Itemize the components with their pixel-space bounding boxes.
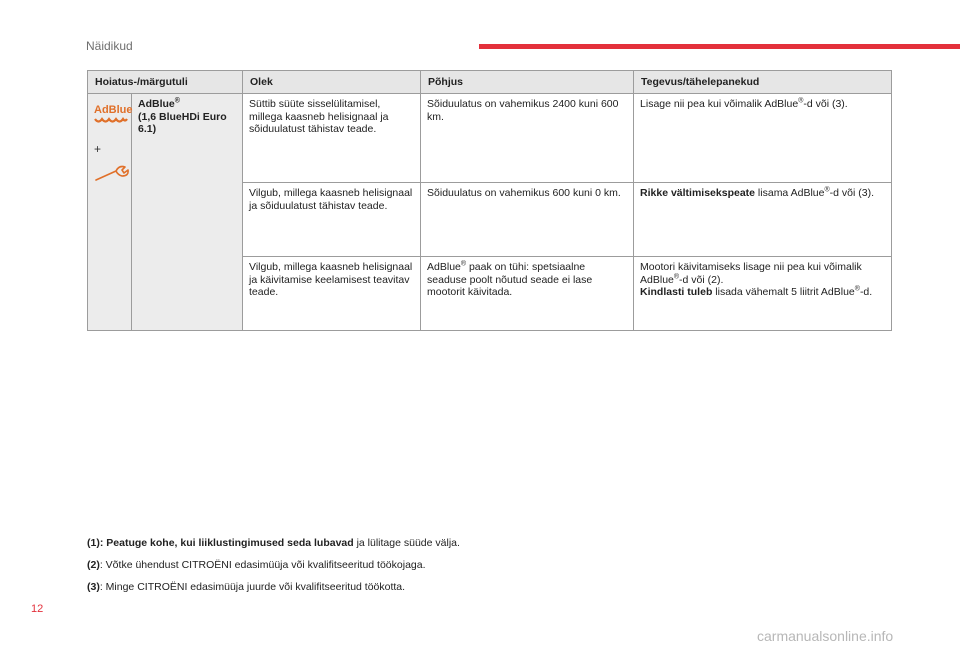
indicator-engine: (1,6 BlueHDi Euro 6.1): [138, 110, 227, 135]
registered-mark: ®: [798, 97, 804, 105]
action-emphasis: Kindlasti tuleb: [640, 286, 713, 298]
footnote: [87, 559, 460, 572]
section-title: Näidikud: [86, 39, 133, 53]
action-emphasis: Rikke vältimisekspeate: [640, 187, 756, 199]
footnote-ref: (2): [87, 559, 100, 571]
column-header: Põhjus: [421, 71, 634, 94]
state-cell: Vilgub, millega kaasneb helisignaal ja käivitamise keelamisest teavitav teade.: [243, 257, 421, 331]
registered-mark: ®: [824, 186, 830, 194]
page-number: 12: [31, 603, 44, 615]
wrench-service-icon: [94, 165, 132, 183]
registered-mark: ®: [460, 260, 467, 268]
footnote: [87, 581, 460, 594]
watermark: carmanualsonline.info: [757, 628, 894, 644]
cause-cell: Sõiduulatus on vahemikus 2400 kuni 600 km.: [421, 94, 634, 183]
registered-mark: ®: [673, 273, 680, 280]
action-text: Mootori käivitamiseks lisage nii pea kui võimalik AdBlue: [640, 261, 862, 286]
indicator-name-cell: [132, 94, 243, 331]
column-header: Olek: [243, 71, 421, 94]
state-cell: Süttib süüte sisselülitamisel, millega kaasneb helisignaal ja sõiduulatust tähistav teade.: [243, 94, 421, 183]
footnote-emphasis: Peatuge kohe, kui liiklustingimused seda lubavad: [106, 537, 354, 549]
action-cell: [634, 94, 892, 183]
registered-mark: ®: [854, 285, 860, 293]
footnote: (1): Peatuge kohe, kui liiklustingimused seda lubavad ja lülitage süüde välja.: [87, 537, 460, 549]
header-accent-bar: [479, 44, 960, 49]
table-header-row: [88, 71, 892, 94]
plus-sign: +: [94, 141, 102, 156]
indicator-icons-cell: [88, 94, 132, 331]
action-text: -d.: [859, 286, 873, 298]
column-header: Hoiatus-/märgutuli: [88, 71, 243, 94]
footnote-text: : Võtke ühendust CITROËNI edasimüüja või kvalifitseeritud töökojaga.: [99, 559, 426, 571]
column-header: Tegevus/tähelepanekud: [634, 71, 892, 94]
action-text: -d või (2).: [679, 273, 724, 286]
cause-text: paak on tühi: spetsiaalne seaduse poolt nõutud seade ei lase mootorit käivitada.: [427, 261, 593, 298]
action-cell: [634, 257, 892, 331]
footnote-ref: (1): [87, 537, 100, 549]
footnote-text: : Minge CITROËNI edasimüüja juurde või kvalifitseeritud töökotta.: [99, 581, 406, 593]
action-text: -d või (3).: [803, 98, 848, 110]
registered-mark: ®: [174, 97, 180, 105]
cause-cell: [421, 257, 634, 331]
adblue-warning-icon: [94, 104, 133, 129]
cause-cell: Sõiduulatus on vahemikus 600 kuni 0 km.: [421, 183, 634, 257]
indicator-name: AdBlue: [138, 98, 175, 110]
adblue-wave-icon: [94, 117, 128, 125]
footnotes: [87, 537, 460, 603]
adblue-logo-text: AdBlue: [94, 104, 133, 116]
action-text: Lisage nii pea kui võimalik AdBlue: [640, 98, 799, 110]
cause-text: AdBlue: [427, 261, 461, 273]
table-row: [88, 94, 892, 183]
action-text: -d või (3).: [829, 187, 874, 199]
warning-table: [87, 70, 892, 331]
footnote-text: ja lülitage süüde välja.: [353, 537, 460, 549]
action-text: lisama AdBlue: [755, 187, 825, 199]
state-cell: Vilgub, millega kaasneb helisignaal ja sõiduulatust tähistav teade.: [243, 183, 421, 257]
footnote-ref: (3): [87, 581, 100, 593]
action-text: lisada vähemalt 5 liitrit AdBlue: [712, 286, 855, 298]
action-cell: [634, 183, 892, 257]
